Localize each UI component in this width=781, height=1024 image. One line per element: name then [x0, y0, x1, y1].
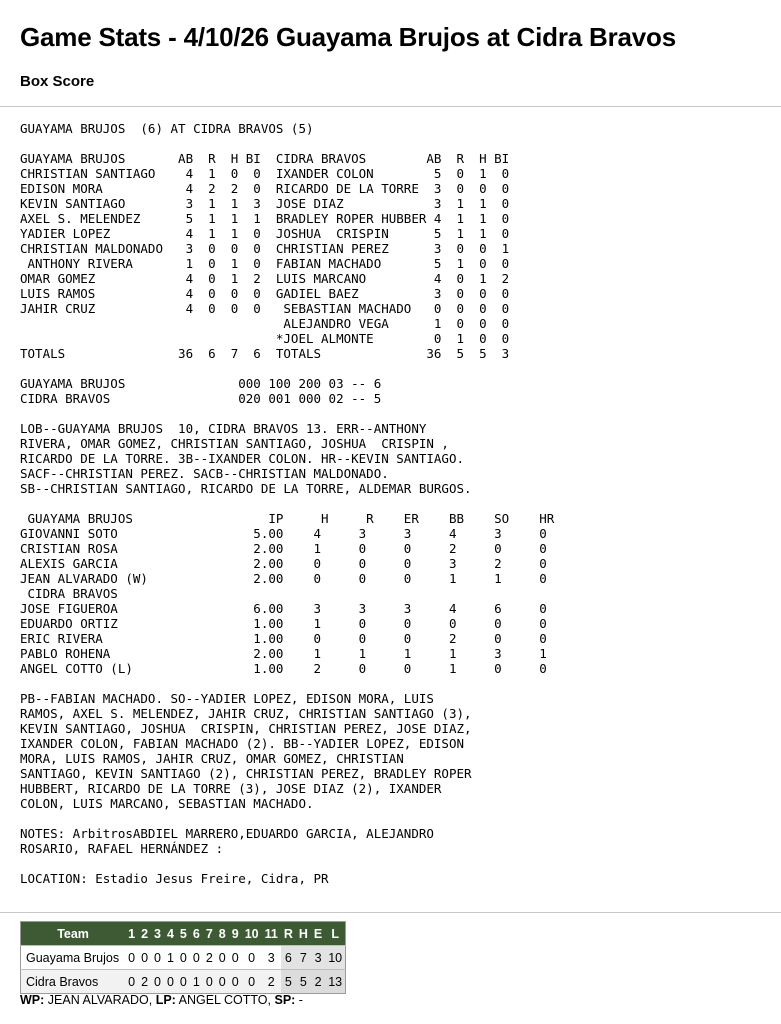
save-pitcher-label: SP: [274, 993, 296, 1007]
save-pitcher-value: - [295, 993, 303, 1007]
line-score-inning-cell: 0 [151, 970, 164, 994]
line-score-total-cell: 7 [296, 946, 311, 970]
line-score-inning-cell: 0 [177, 946, 190, 970]
box-score-line: GUAYAMA BRUJOS (6) AT CIDRA BRAVOS (5) [20, 121, 314, 136]
line-score-inning-cell: 0 [229, 970, 242, 994]
line-score-header-row [21, 922, 346, 946]
box-score-line: JEAN ALVARADO (W) 2.00 0 0 0 1 1 0 [20, 571, 547, 586]
line-score-header-cell: 10 [242, 922, 262, 946]
line-score-inning-cell: 0 [242, 970, 262, 994]
section-title-box-score: Box Score [20, 73, 95, 90]
box-score-line: ROSARIO, RAFAEL HERNÁNDEZ : [20, 841, 224, 856]
line-score-row [21, 970, 346, 994]
box-score-line: ALEJANDRO VEGA 1 0 0 0 [20, 316, 510, 331]
box-score-line: GIOVANNI SOTO 5.00 4 3 3 4 3 0 [20, 526, 547, 541]
box-score-line: ERIC RIVERA 1.00 0 0 0 2 0 0 [20, 631, 547, 646]
box-score-line: EDUARDO ORTIZ 1.00 1 0 0 0 0 0 [20, 616, 547, 631]
box-score-line: COLON, LUIS MARCANO, SEBASTIAN MACHADO. [20, 796, 314, 811]
page-title: Game Stats - 4/10/26 Guayama Brujos at Cidra Bravos [20, 22, 676, 52]
line-score-header-cell: 4 [164, 922, 177, 946]
line-score-header-cell: L [325, 922, 345, 946]
line-score-header-cell: 9 [229, 922, 242, 946]
line-score-inning-cell: 0 [216, 970, 229, 994]
box-score-line: SANTIAGO, KEVIN SANTIAGO (2), CHRISTIAN PEREZ, BRADLEY ROPER [20, 766, 472, 781]
line-score-team-name: Guayama Brujos [21, 946, 126, 970]
line-score-header-cell: H [296, 922, 311, 946]
box-score-line: CIDRA BRAVOS 020 001 000 02 -- 5 [20, 391, 382, 406]
line-score-inning-cell: 0 [125, 946, 138, 970]
box-score-line: PABLO ROHENA 2.00 1 1 1 1 3 1 [20, 646, 547, 661]
line-score-inning-cell: 0 [151, 946, 164, 970]
losing-pitcher-value: ANGEL COTTO, [175, 993, 275, 1007]
winning-pitcher-value: JEAN ALVARADO, [44, 993, 156, 1007]
box-score-line: ANTHONY RIVERA 1 0 1 0 FABIAN MACHADO 5 1 0 0 [20, 256, 510, 271]
line-score-header-team: Team [21, 922, 126, 946]
line-score-row [21, 946, 346, 970]
winning-pitcher-label: WP: [20, 993, 45, 1007]
line-score-team-name: Cidra Bravos [21, 970, 126, 994]
box-score-line: KEVIN SANTIAGO, JOSHUA CRISPIN, CHRISTIAN PEREZ, JOSE DIAZ, [20, 721, 472, 736]
line-score-total-cell: 6 [281, 946, 296, 970]
box-score-line: SACF--CHRISTIAN PEREZ. SACB--CHRISTIAN MALDONADO. [20, 466, 389, 481]
box-score-line: JOSE FIGUEROA 6.00 3 3 3 4 6 0 [20, 601, 547, 616]
box-score-line: CHRISTIAN SANTIAGO 4 1 0 0 IXANDER COLON 5 0 1 0 [20, 166, 510, 181]
line-score-header-cell: 5 [177, 922, 190, 946]
box-score-line: SB--CHRISTIAN SANTIAGO, RICARDO DE LA TORRE, ALDEMAR BURGOS. [20, 481, 472, 496]
box-score-line: ALEXIS GARCIA 2.00 0 0 0 3 2 0 [20, 556, 547, 571]
box-score-line: TOTALS 36 6 7 6 TOTALS 36 5 5 3 [20, 346, 510, 361]
box-score-line: GUAYAMA BRUJOS AB R H BI CIDRA BRAVOS AB R H BI [20, 151, 510, 166]
line-score-inning-cell: 0 [125, 970, 138, 994]
line-score-inning-cell: 0 [216, 946, 229, 970]
line-score-inning-cell: 0 [229, 946, 242, 970]
line-score-header-cell: 11 [262, 922, 281, 946]
line-score-inning-cell: 0 [177, 970, 190, 994]
line-score-inning-cell: 3 [262, 946, 281, 970]
box-score-line: GUAYAMA BRUJOS 000 100 200 03 -- 6 [20, 376, 382, 391]
line-score-inning-cell: 1 [164, 946, 177, 970]
line-score-inning-cell: 2 [203, 946, 216, 970]
line-score-total-cell: 3 [311, 946, 325, 970]
box-score-line: KEVIN SANTIAGO 3 1 1 3 JOSE DIAZ 3 1 1 0 [20, 196, 510, 211]
divider-bottom [0, 912, 781, 913]
box-score-text [20, 121, 554, 886]
line-score-inning-cell: 0 [138, 946, 151, 970]
divider-top [0, 106, 781, 107]
box-score-line: MORA, LUIS RAMOS, JAHIR CRUZ, OMAR GOMEZ, CHRISTIAN [20, 751, 404, 766]
line-score-table [20, 921, 346, 994]
box-score-line: RAMOS, AXEL S. MELENDEZ, JAHIR CRUZ, CHRISTIAN SANTIAGO (3), [20, 706, 472, 721]
box-score-line: CRISTIAN ROSA 2.00 1 0 0 2 0 0 [20, 541, 547, 556]
box-score-line: *JOEL ALMONTE 0 1 0 0 [20, 331, 510, 346]
box-score-line: CIDRA BRAVOS [20, 586, 118, 601]
line-score-header-cell: 1 [125, 922, 138, 946]
box-score-line: HUBBERT, RICARDO DE LA TORRE (3), JOSE DIAZ (2), IXANDER [20, 781, 442, 796]
line-score-total-cell: 10 [325, 946, 345, 970]
line-score-total-cell: 2 [311, 970, 325, 994]
box-score-line: NOTES: ArbitrosABDIEL MARRERO,EDUARDO GARCIA, ALEJANDRO [20, 826, 434, 841]
box-score-line: EDISON MORA 4 2 2 0 RICARDO DE LA TORRE 3 0 0 0 [20, 181, 510, 196]
line-score-inning-cell: 2 [138, 970, 151, 994]
line-score-header-cell: 7 [203, 922, 216, 946]
line-score-inning-cell: 0 [242, 946, 262, 970]
box-score-line: RICARDO DE LA TORRE. 3B--IXANDER COLON. HR--KEVIN SANTIAGO. [20, 451, 465, 466]
pitching-decisions [20, 993, 303, 1007]
box-score-line: PB--FABIAN MACHADO. SO--YADIER LOPEZ, EDISON MORA, LUIS [20, 691, 434, 706]
line-score-header-cell: 6 [190, 922, 203, 946]
box-score-line: IXANDER COLON, FABIAN MACHADO (2). BB--YADIER LOPEZ, EDISON [20, 736, 465, 751]
line-score-inning-cell: 0 [190, 946, 203, 970]
line-score-header-cell: 8 [216, 922, 229, 946]
line-score-inning-cell: 1 [190, 970, 203, 994]
line-score-header-cell: 3 [151, 922, 164, 946]
losing-pitcher-label: LP: [155, 993, 176, 1007]
line-score-header-cell: R [281, 922, 296, 946]
box-score-line: YADIER LOPEZ 4 1 1 0 JOSHUA CRISPIN 5 1 1 0 [20, 226, 510, 241]
line-score-header-cell: 2 [138, 922, 151, 946]
box-score-line: LOCATION: Estadio Jesus Freire, Cidra, PR [20, 871, 329, 886]
box-score-line: GUAYAMA BRUJOS IP H R ER BB SO HR [20, 511, 555, 526]
line-score-inning-cell: 0 [203, 970, 216, 994]
line-score-total-cell: 5 [296, 970, 311, 994]
line-score-total-cell: 13 [325, 970, 345, 994]
line-score-inning-cell: 0 [164, 970, 177, 994]
line-score-header-cell: E [311, 922, 325, 946]
box-score-line: LUIS RAMOS 4 0 0 0 GADIEL BAEZ 3 0 0 0 [20, 286, 510, 301]
box-score-line: AXEL S. MELENDEZ 5 1 1 1 BRADLEY ROPER HUBBER 4 1 1 0 [20, 211, 510, 226]
box-score-line: OMAR GOMEZ 4 0 1 2 LUIS MARCANO 4 0 1 2 [20, 271, 510, 286]
box-score-line: JAHIR CRUZ 4 0 0 0 SEBASTIAN MACHADO 0 0 0 0 [20, 301, 510, 316]
box-score-line: RIVERA, OMAR GOMEZ, CHRISTIAN SANTIAGO, JOSHUA CRISPIN , [20, 436, 449, 451]
box-score-line: ANGEL COTTO (L) 1.00 2 0 0 1 0 0 [20, 661, 547, 676]
box-score-line: CHRISTIAN MALDONADO 3 0 0 0 CHRISTIAN PEREZ 3 0 0 1 [20, 241, 510, 256]
line-score-inning-cell: 2 [262, 970, 281, 994]
line-score-total-cell: 5 [281, 970, 296, 994]
box-score-line: LOB--GUAYAMA BRUJOS 10, CIDRA BRAVOS 13. ERR--ANTHONY [20, 421, 427, 436]
